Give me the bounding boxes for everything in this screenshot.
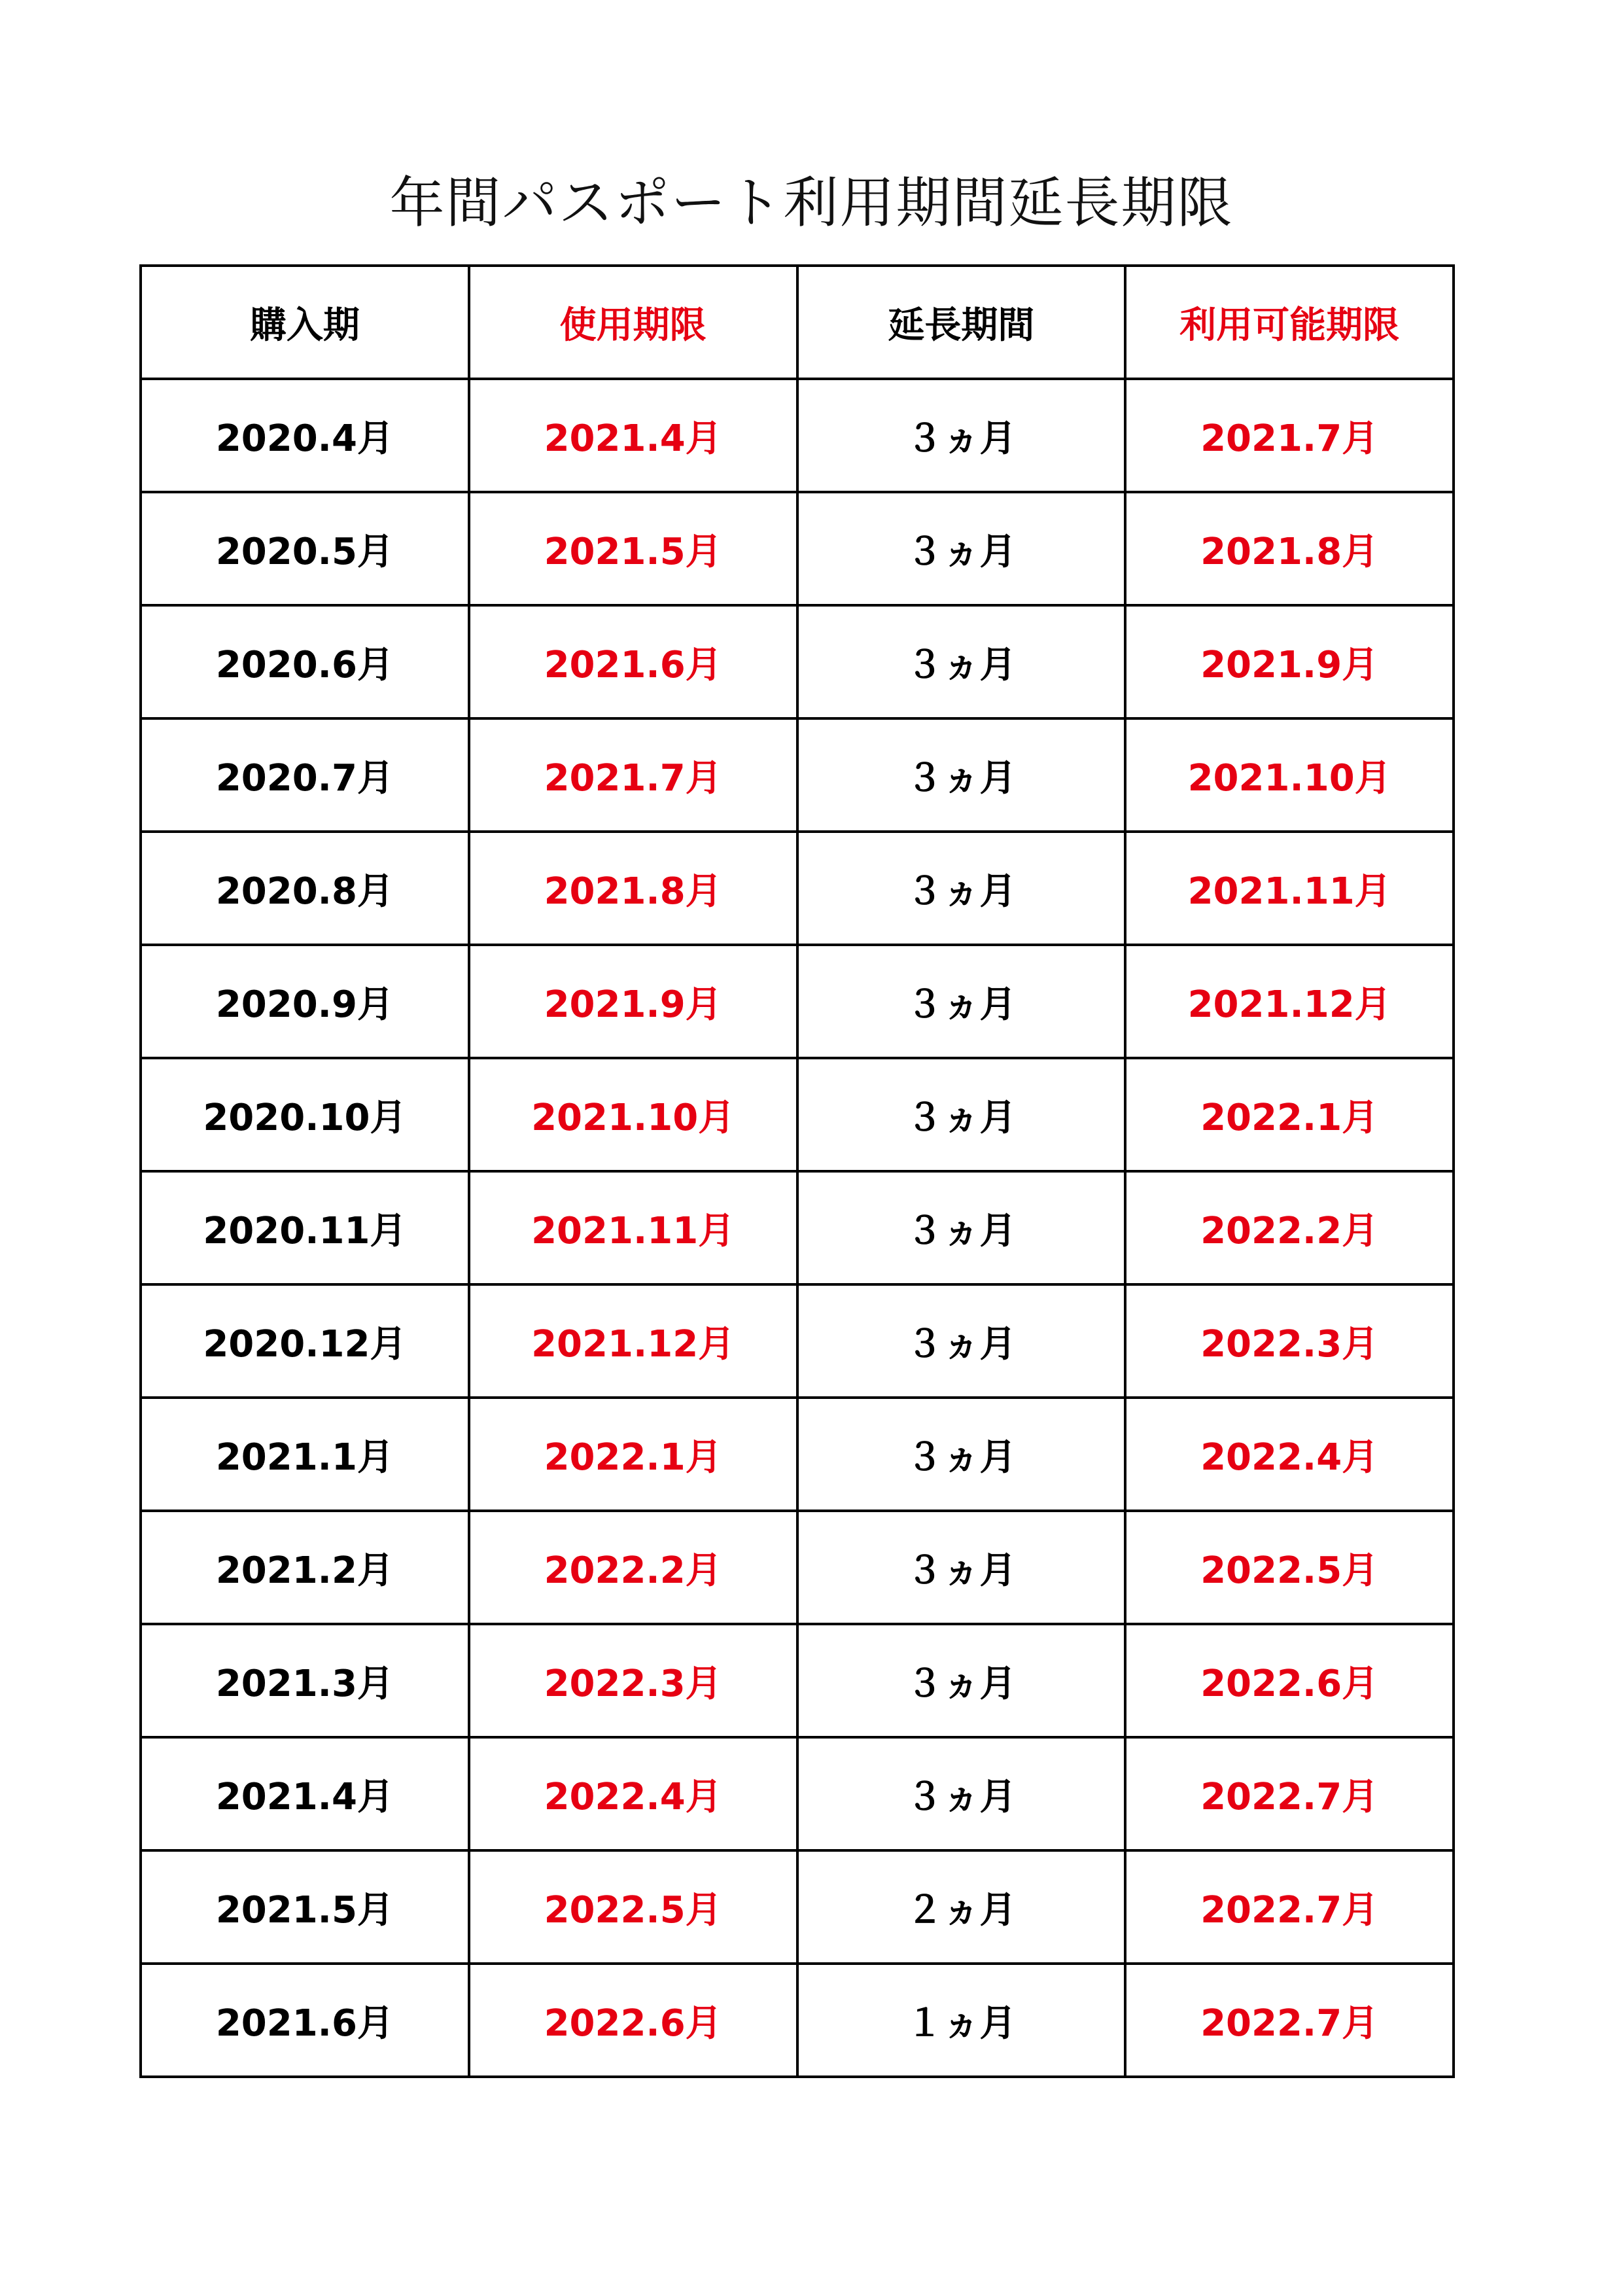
expiry-cell: 2022.6月: [469, 1964, 797, 2077]
purchase-period-cell: 2021.6月: [141, 1964, 469, 2077]
header-extension-period: 延長期間: [797, 266, 1126, 379]
expiry-cell: 2021.5月: [469, 492, 797, 605]
usable-until-cell: 2022.5月: [1125, 1511, 1454, 1624]
purchase-period-cell: 2021.3月: [141, 1624, 469, 1737]
expiry-cell: 2021.11月: [469, 1171, 797, 1284]
table-row: [141, 1624, 1454, 1737]
usable-until-cell: 2022.4月: [1125, 1398, 1454, 1511]
extension-period-cell: ３ヵ月: [797, 1284, 1126, 1398]
extension-period-cell: ２ヵ月: [797, 1850, 1126, 1964]
table-row: [141, 1511, 1454, 1624]
usable-until-cell: 2021.9月: [1125, 605, 1454, 718]
purchase-period-cell: 2020.4月: [141, 379, 469, 492]
extension-period-cell: ３ヵ月: [797, 492, 1126, 605]
header-expiry: 使用期限: [469, 266, 797, 379]
usable-until-cell: 2021.8月: [1125, 492, 1454, 605]
purchase-period-cell: 2021.2月: [141, 1511, 469, 1624]
usable-until-cell: 2021.7月: [1125, 379, 1454, 492]
header-usable-until: 利用可能期限: [1125, 266, 1454, 379]
expiry-cell: 2022.5月: [469, 1850, 797, 1964]
extension-period-cell: ３ヵ月: [797, 1058, 1126, 1171]
usable-until-cell: 2022.7月: [1125, 1850, 1454, 1964]
expiry-cell: 2022.2月: [469, 1511, 797, 1624]
purchase-period-cell: 2020.9月: [141, 945, 469, 1058]
extension-period-cell: ３ヵ月: [797, 945, 1126, 1058]
usable-until-cell: 2021.11月: [1125, 832, 1454, 945]
table-row: [141, 1964, 1454, 2077]
extension-period-cell: ３ヵ月: [797, 1398, 1126, 1511]
extension-period-cell: ３ヵ月: [797, 718, 1126, 832]
table-row: [141, 718, 1454, 832]
header-purchase-period: 購入期: [141, 266, 469, 379]
usable-until-cell: 2022.6月: [1125, 1624, 1454, 1737]
table-row: [141, 1737, 1454, 1850]
expiry-cell: 2021.7月: [469, 718, 797, 832]
table-row: [141, 605, 1454, 718]
extension-period-cell: ３ヵ月: [797, 1171, 1126, 1284]
expiry-cell: 2022.4月: [469, 1737, 797, 1850]
purchase-period-cell: 2020.5月: [141, 492, 469, 605]
extension-period-cell: ３ヵ月: [797, 379, 1126, 492]
purchase-period-cell: 2020.8月: [141, 832, 469, 945]
expiry-cell: 2021.12月: [469, 1284, 797, 1398]
extension-period-cell: ３ヵ月: [797, 1511, 1126, 1624]
usable-until-cell: 2022.3月: [1125, 1284, 1454, 1398]
table-row: [141, 832, 1454, 945]
expiry-cell: 2022.1月: [469, 1398, 797, 1511]
table-row: [141, 1058, 1454, 1171]
table-row: [141, 379, 1454, 492]
expiry-cell: 2021.10月: [469, 1058, 797, 1171]
usable-until-cell: 2022.1月: [1125, 1058, 1454, 1171]
page-title: 年間パスポート利用期間延長期限: [389, 171, 1234, 235]
extension-period-cell: １ヵ月: [797, 1964, 1126, 2077]
usable-until-cell: 2022.7月: [1125, 1737, 1454, 1850]
usable-until-cell: 2022.2月: [1125, 1171, 1454, 1284]
purchase-period-cell: 2021.4月: [141, 1737, 469, 1850]
purchase-period-cell: 2021.5月: [141, 1850, 469, 1964]
expiry-cell: 2021.9月: [469, 945, 797, 1058]
expiry-cell: 2021.6月: [469, 605, 797, 718]
purchase-period-cell: 2021.1月: [141, 1398, 469, 1511]
purchase-period-cell: 2020.10月: [141, 1058, 469, 1171]
table-row: [141, 1850, 1454, 1964]
expiry-cell: 2021.8月: [469, 832, 797, 945]
expiry-cell: 2022.3月: [469, 1624, 797, 1737]
extension-period-cell: ３ヵ月: [797, 605, 1126, 718]
extension-period-cell: ３ヵ月: [797, 832, 1126, 945]
extension-table: [139, 264, 1455, 2078]
usable-until-cell: 2021.10月: [1125, 718, 1454, 832]
purchase-period-cell: 2020.6月: [141, 605, 469, 718]
purchase-period-cell: 2020.11月: [141, 1171, 469, 1284]
table-row: [141, 1284, 1454, 1398]
table-row: [141, 492, 1454, 605]
purchase-period-cell: 2020.12月: [141, 1284, 469, 1398]
expiry-cell: 2021.4月: [469, 379, 797, 492]
usable-until-cell: 2021.12月: [1125, 945, 1454, 1058]
table-row: [141, 945, 1454, 1058]
table-header-row: [141, 266, 1454, 379]
extension-period-cell: ３ヵ月: [797, 1624, 1126, 1737]
usable-until-cell: 2022.7月: [1125, 1964, 1454, 2077]
table-row: [141, 1171, 1454, 1284]
purchase-period-cell: 2020.7月: [141, 718, 469, 832]
extension-period-cell: ３ヵ月: [797, 1737, 1126, 1850]
table-row: [141, 1398, 1454, 1511]
